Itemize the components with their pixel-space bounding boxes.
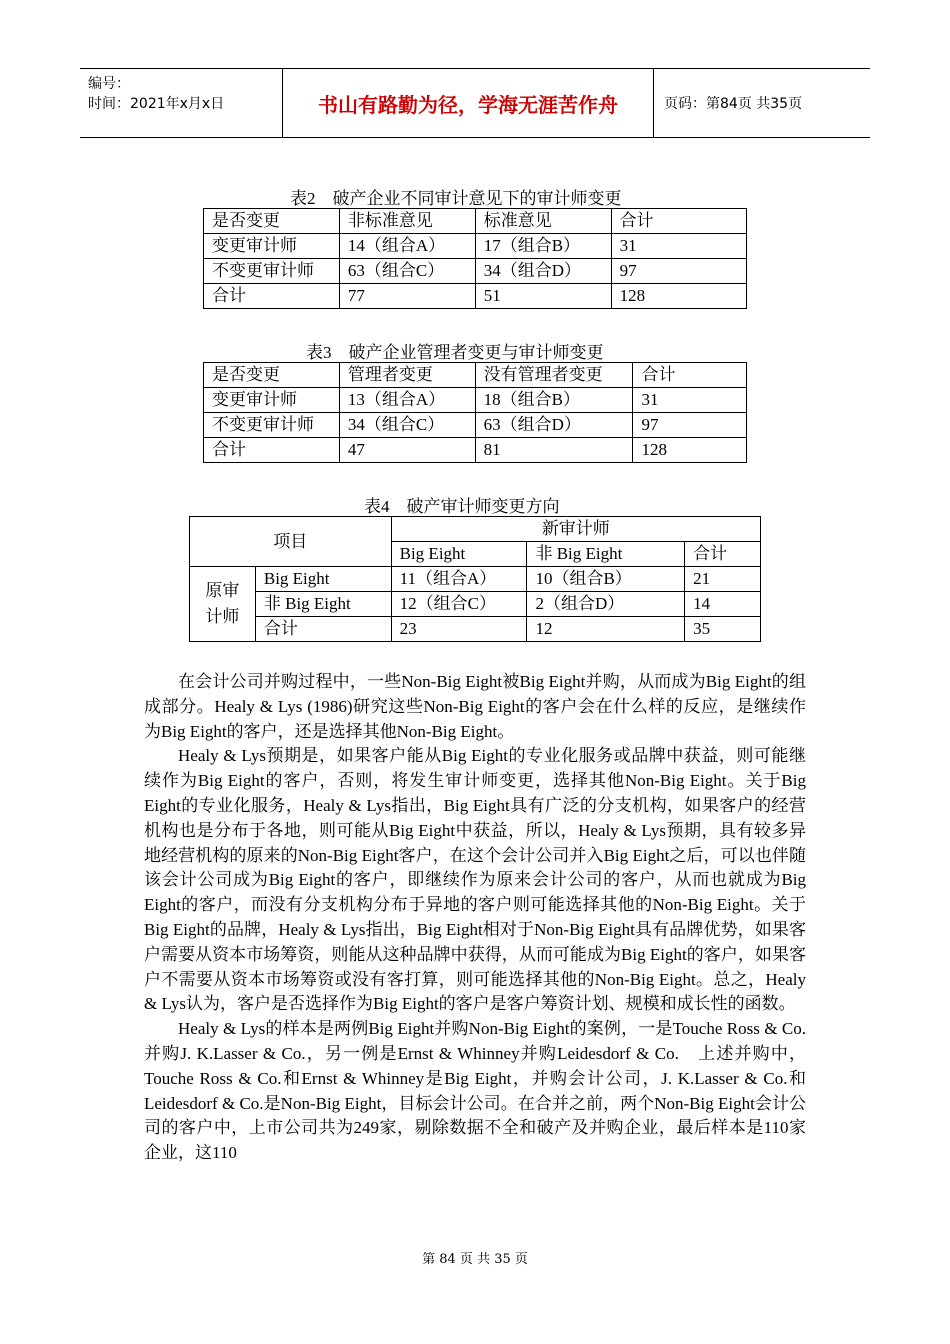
table-header-cell: 非 Big Eight [527,542,685,567]
table4 [189,516,761,642]
table-cell: 2（组合D） [527,592,685,617]
table-header-cell: 是否变更 [204,363,340,388]
table-row [204,388,747,413]
page-header [80,68,870,138]
header-page-label: 页码：第84页 共35页 [664,96,803,112]
table-cell: 变更审计师 [204,388,340,413]
table-cell: 77 [339,284,475,309]
table-row [204,284,747,309]
table-header-cell: 没有管理者变更 [475,363,633,388]
table-row [190,592,761,617]
table-cell: 非 Big Eight [255,592,391,617]
table-row [190,617,761,642]
table-header-cell: 合计 [611,209,746,234]
table-header-cell: 合计 [633,363,747,388]
table-cell: 34（组合C） [339,413,475,438]
paragraph-3: Healy & Lys的样本是两例Big Eight并购Non-Big Eight的案例，一是Touche Ross & Co.并购J. K.Lasser & Co.，另一例是Ernst & Whinney并购Leidesdorf & Co. 上述并购中，Touche Ross & Co.和Ernst & Whinney是Big Eight，并购会计公司，J. K.Lasser & Co.和Leidesdorf & Co.是Non-Big Eight，目标会计公司。在合并之前，两个Non-Big Eight会计公司的客户中，上市公司共为249家，剔除数据不全和破产及并购企业，最后样本是110家企业，这110 [144,1019,806,1163]
table-cell: 128 [611,284,746,309]
table-cell: 10（组合B） [527,567,685,592]
table3-caption: 表3 破产企业管理者变更与审计师变更 [306,343,604,362]
table-cell: Big Eight [255,567,391,592]
table-cell: 变更审计师 [204,234,340,259]
table2-caption: 表2 破产企业不同审计意见下的审计师变更 [290,189,622,208]
table-cell: 21 [685,567,761,592]
table-cell: 31 [611,234,746,259]
table-cell: 17（组合B） [475,234,611,259]
table-row [190,517,761,542]
orig-auditor-header: 原审计师 [190,567,256,642]
table-row [204,413,747,438]
table-cell: 23 [391,617,527,642]
table3 [203,362,747,463]
new-auditor-header: 新审计师 [391,517,760,542]
table-cell: 14 [685,592,761,617]
table-row [204,438,747,463]
table-cell: 不变更审计师 [204,413,340,438]
table-header-cell: 合计 [685,542,761,567]
table-cell: 51 [475,284,611,309]
table-header-cell: 是否变更 [204,209,340,234]
table-cell: 12 [527,617,685,642]
serial-label: 编号： [88,76,130,92]
header-left-cell [80,69,283,137]
table-cell: 不变更审计师 [204,259,340,284]
table-header-cell: 非标准意见 [339,209,475,234]
table-row [204,259,747,284]
table-cell: 35 [685,617,761,642]
header-motto: 书山有路勤为径，学海无涯苦作舟 [283,69,654,137]
table-cell: 34（组合D） [475,259,611,284]
table-cell: 47 [339,438,475,463]
table-header-cell: 标准意见 [475,209,611,234]
table2 [203,208,747,309]
table-cell: 128 [633,438,747,463]
table-cell: 12（组合C） [391,592,527,617]
table-cell: 63（组合C） [339,259,475,284]
table-header-cell: 管理者变更 [339,363,475,388]
table-row [204,234,747,259]
table-cell: 13（组合A） [339,388,475,413]
date-label: 时间：2021年x月x日 [88,96,225,112]
table-cell: 合计 [255,617,391,642]
body-text [144,670,806,1166]
table-cell: 合计 [204,438,340,463]
table-cell: 81 [475,438,633,463]
table-row [204,209,747,234]
table-row [190,567,761,592]
page-footer: 第 84 页 共 35 页 [422,1252,528,1267]
table-cell: 63（组合D） [475,413,633,438]
table-cell: 11（组合A） [391,567,527,592]
table-cell: 31 [633,388,747,413]
table4-caption: 表4 破产审计师变更方向 [364,497,560,516]
item-header-cell: 项目 [190,517,392,567]
table-cell: 97 [633,413,747,438]
paragraph-1: 在会计公司并购过程中，一些Non-Big Eight被Big Eight并购，从而成为Big Eight的组成部分。Healy & Lys (1986)研究这些Non-Big Eight的客户会在什么样的反应，是继续作为Big Eight的客户，还是选择其他Non-Big Eight。 [144,672,806,741]
paragraph-2: Healy & Lys预期是，如果客户能从Big Eight的专业化服务或品牌中获益，则可能继续作为Big Eight的客户，否则，将发生审计师变更，选择其他Non-Big Eight。关于Big Eight的专业化服务，Healy & Lys指出，Big Eight具有广泛的分支机构，如果客户的经营机构也是分布于各地，则可能从Big Eight中获益，所以，Healy & Lys预期，具有较多异地经营机构的原来的Non-Big Eight客户，在这个会计公司并入Big Eight之后，可以也伴随该会计公司成为Big Eight的客户，即继续作为原来会计公司的客户，从而也就成为Big Eight的客户，而没有分支机构分布于异地的客户则可能选择其他的Non-Big Eight。关于Big Eight的品牌，Healy & Lys指出，Big Eight相对于Non-Big Eight具有品牌优势，如果客户需要从资本市场筹资，则能从这种品牌中获得，从而可能成为Big Eight的客户，如果客户不需要从资本市场筹资或没有客打算，则可能选择其他的Non-Big Eight。总之，Healy & Lys认为，客户是否选择作为Big Eight的客户是客户筹资计划、规模和成长性的函数。 [144,746,806,1014]
table-cell: 97 [611,259,746,284]
table-row [204,363,747,388]
table-cell: 14（组合A） [339,234,475,259]
table-cell: 合计 [204,284,340,309]
table-header-cell: Big Eight [391,542,527,567]
table-cell: 18（组合B） [475,388,633,413]
